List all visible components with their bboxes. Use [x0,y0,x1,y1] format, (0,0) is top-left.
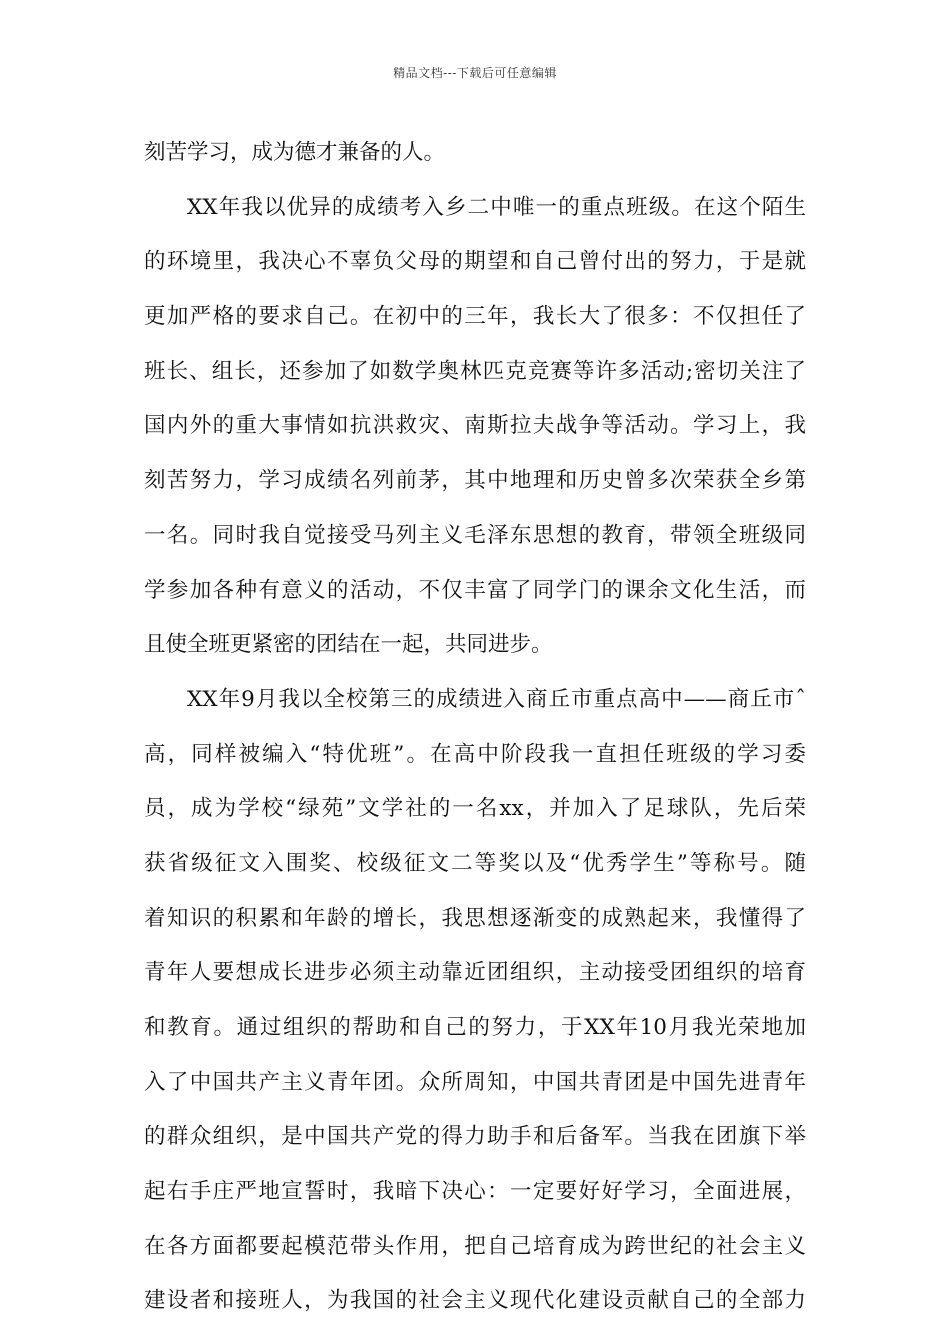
text-line: 班长、组长，还参加了如数学奥林匹克竞赛等许多活动;密切关注了 [144,358,806,384]
text-line: 且使全班更紧密的团结在一起，共同进步。 [144,632,553,658]
page-header: 精品文档---下载后可任意编辑 [393,66,557,80]
text-line: 和教育。通过组织的帮助和自己的努力，于XX年10月我光荣地加 [144,1015,806,1040]
text-line: 的群众组织，是中国共产党的得力助手和后备军。当我在团旗下举 [144,1124,806,1150]
text-line: 建设者和接班人，为我国的社会主义现代化建设贡献自己的全部力 [144,1288,806,1314]
text-line: 一名。同时我自觉接受马列主义毛泽东思想的教育，带领全班级同 [144,522,806,548]
document-body [144,126,806,1329]
text-line: 更加严格的要求自己。在初中的三年，我长大了很多：不仅担任了 [144,304,806,330]
text-line: 起右手庄严地宣誓时，我暗下决心：一定要好好学习，全面进展， [144,1179,806,1205]
text-line: 在各方面都要起模范带头作用，把自己培育成为跨世纪的社会主义 [144,1233,806,1259]
text-line: 的环境里，我决心不辜负父母的期望和自己曾付出的努力，于是就 [144,249,806,275]
text-line: 员，成为学校“绿苑”文学社的一名xx，并加入了足球队，先后荣 [144,796,806,822]
text-line: 国内外的重大事情如抗洪救灾、南斯拉夫战争等活动。学习上，我 [144,413,806,439]
paragraph-start-line: XX年我以优异的成绩考入乡二中唯一的重点班级。在这个陌生 [187,194,806,220]
text-line: 高，同样被编入“特优班”。在高中阶段我一直担任班级的学习委 [144,741,806,767]
text-line: 入了中国共产主义青年团。众所周知，中国共青团是中国先进青年 [144,1069,806,1095]
text-line: 刻苦学习，成为德才兼备的人。 [144,140,446,165]
text-line: 青年人要想成长进步必须主动靠近团组织，主动接受团组织的培育 [144,960,806,986]
text-line: 学参加各种有意义的活动，不仅丰富了同学门的课余文化生活，而 [144,577,806,603]
text-line: 着知识的积累和年龄的增长，我思想逐渐变的成熟起来，我懂得了 [144,905,806,931]
paragraph-start-line: XX年9月我以全校第三的成绩进入商丘市重点高中——商丘市ˆ [187,686,806,712]
text-line: 刻苦努力，学习成绩名列前茅，其中地理和历史曾多次荣获全乡第 [144,468,806,494]
text-line: 获省级征文入围奖、校级征文二等奖以及“优秀学生”等称号。随 [144,850,806,876]
